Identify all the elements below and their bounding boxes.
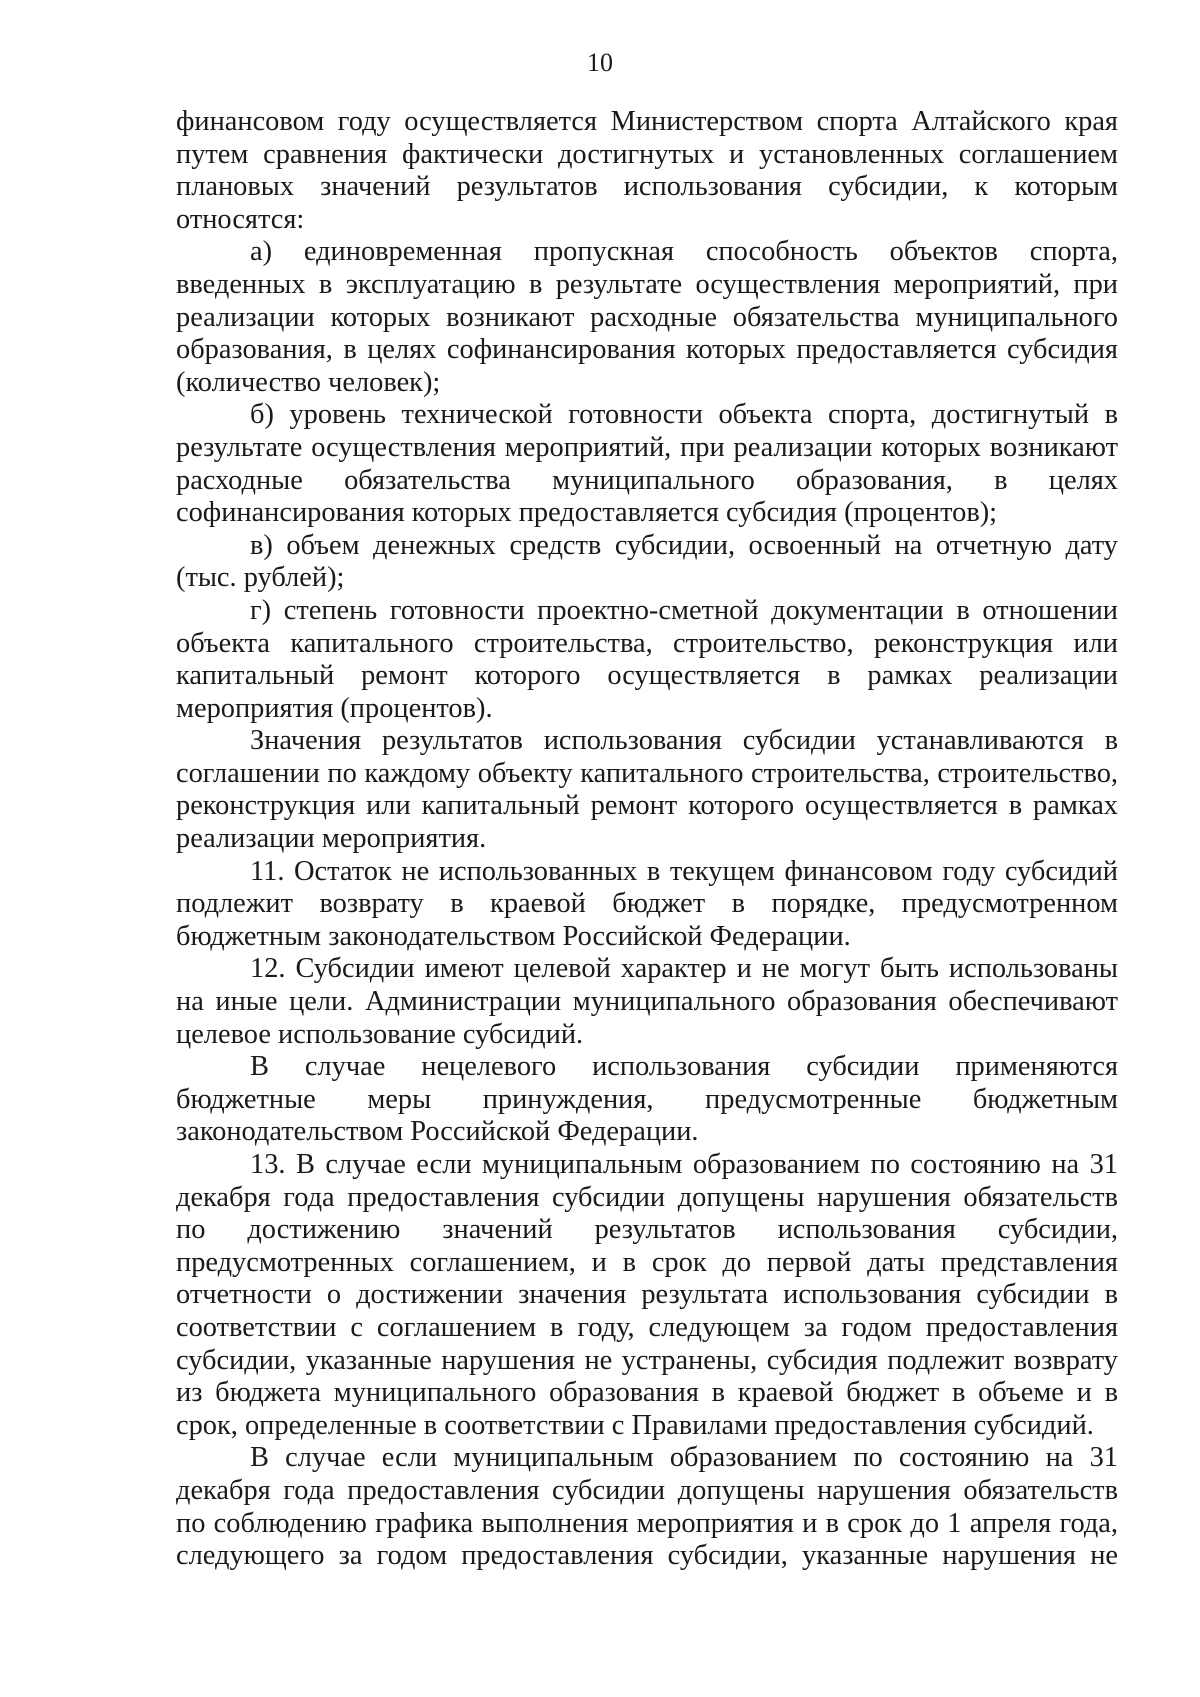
paragraph-clause-12: 12. Субсидии имеют целевой характер и не могут быть использованы на иные цели. Администрации муниципального образования обеспечивают целевое использование субсидий. (176, 953, 1118, 1050)
paragraph-item-v: в) объем денежных средств субсидии, освоенный на отчетную дату (тыс. рублей); (176, 529, 1118, 594)
paragraph-item-g: г) степень готовности проектно-сметной документации в отношении объекта капитального строительства, строительство, реконструкция или капитальный ремонт которого осуществляется в рамках реализации мероприятия (процентов). (176, 594, 1118, 724)
document-body (176, 106, 1118, 1573)
paragraph-schedule-violation: В случае если муниципальным образованием по состоянию на 31 декабря года предоставления субсидии допущены нарушения обязательств по соблюдению графика выполнения мероприятия и в срок до 1 апреля года, следующего за годом предоставления субсидии, указанные нарушения не (176, 1442, 1118, 1572)
paragraph-result-values: Значения результатов использования субсидии устанавливаются в соглашении по каждому объекту капитального строительства, строительство, реконструкция или капитальный ремонт которого осуществляется в рамках реализации мероприятия. (176, 725, 1118, 855)
paragraph-continuation: финансовом году осуществляется Министерством спорта Алтайского края путем сравнения фактически достигнутых и установленных соглашением плановых значений результатов использования субсидии, к которым относятся: (176, 106, 1118, 235)
paragraph-item-b: б) уровень технической готовности объекта спорта, достигнутый в результате осуществления мероприятий, при реализации которых возникают расходные обязательства муниципального образования, в целях софинансирования которых предоставляется субсидия (процентов); (176, 399, 1118, 529)
paragraph-clause-11: 11. Остаток не использованных в текущем финансовом году субсидий подлежит возврату в краевой бюджет в порядке, предусмотренном бюджетным законодательством Российской Федерации. (176, 855, 1118, 952)
paragraph-misuse: В случае нецелевого использования субсидии применяются бюджетные меры принуждения, предусмотренные бюджетным законодательством Российской Федерации. (176, 1051, 1118, 1148)
paragraph-clause-13: 13. В случае если муниципальным образованием по состоянию на 31 декабря года предоставления субсидии допущены нарушения обязательств по достижению значений результатов использования субсидии, предусмотренных соглашением, и в срок до первой даты представления отчетности о достижении значения результата использования субсидии в соответствии с соглашением в году, следующем за годом предоставления субсидии, указанные нарушения не устранены, субсидия подлежит возврату из бюджета муниципального образования в краевой бюджет в объеме и в срок, определенные в соответствии с Правилами предоставления субсидий. (176, 1149, 1118, 1441)
page-number: 10 (587, 48, 613, 77)
paragraph-item-a: а) единовременная пропускная способность объектов спорта, введенных в эксплуатацию в результате осуществления мероприятий, при реализации которых возникают расходные обязательства муниципального образования, в целях софинансирования которых предоставляется субсидия (количество человек); (176, 236, 1118, 398)
